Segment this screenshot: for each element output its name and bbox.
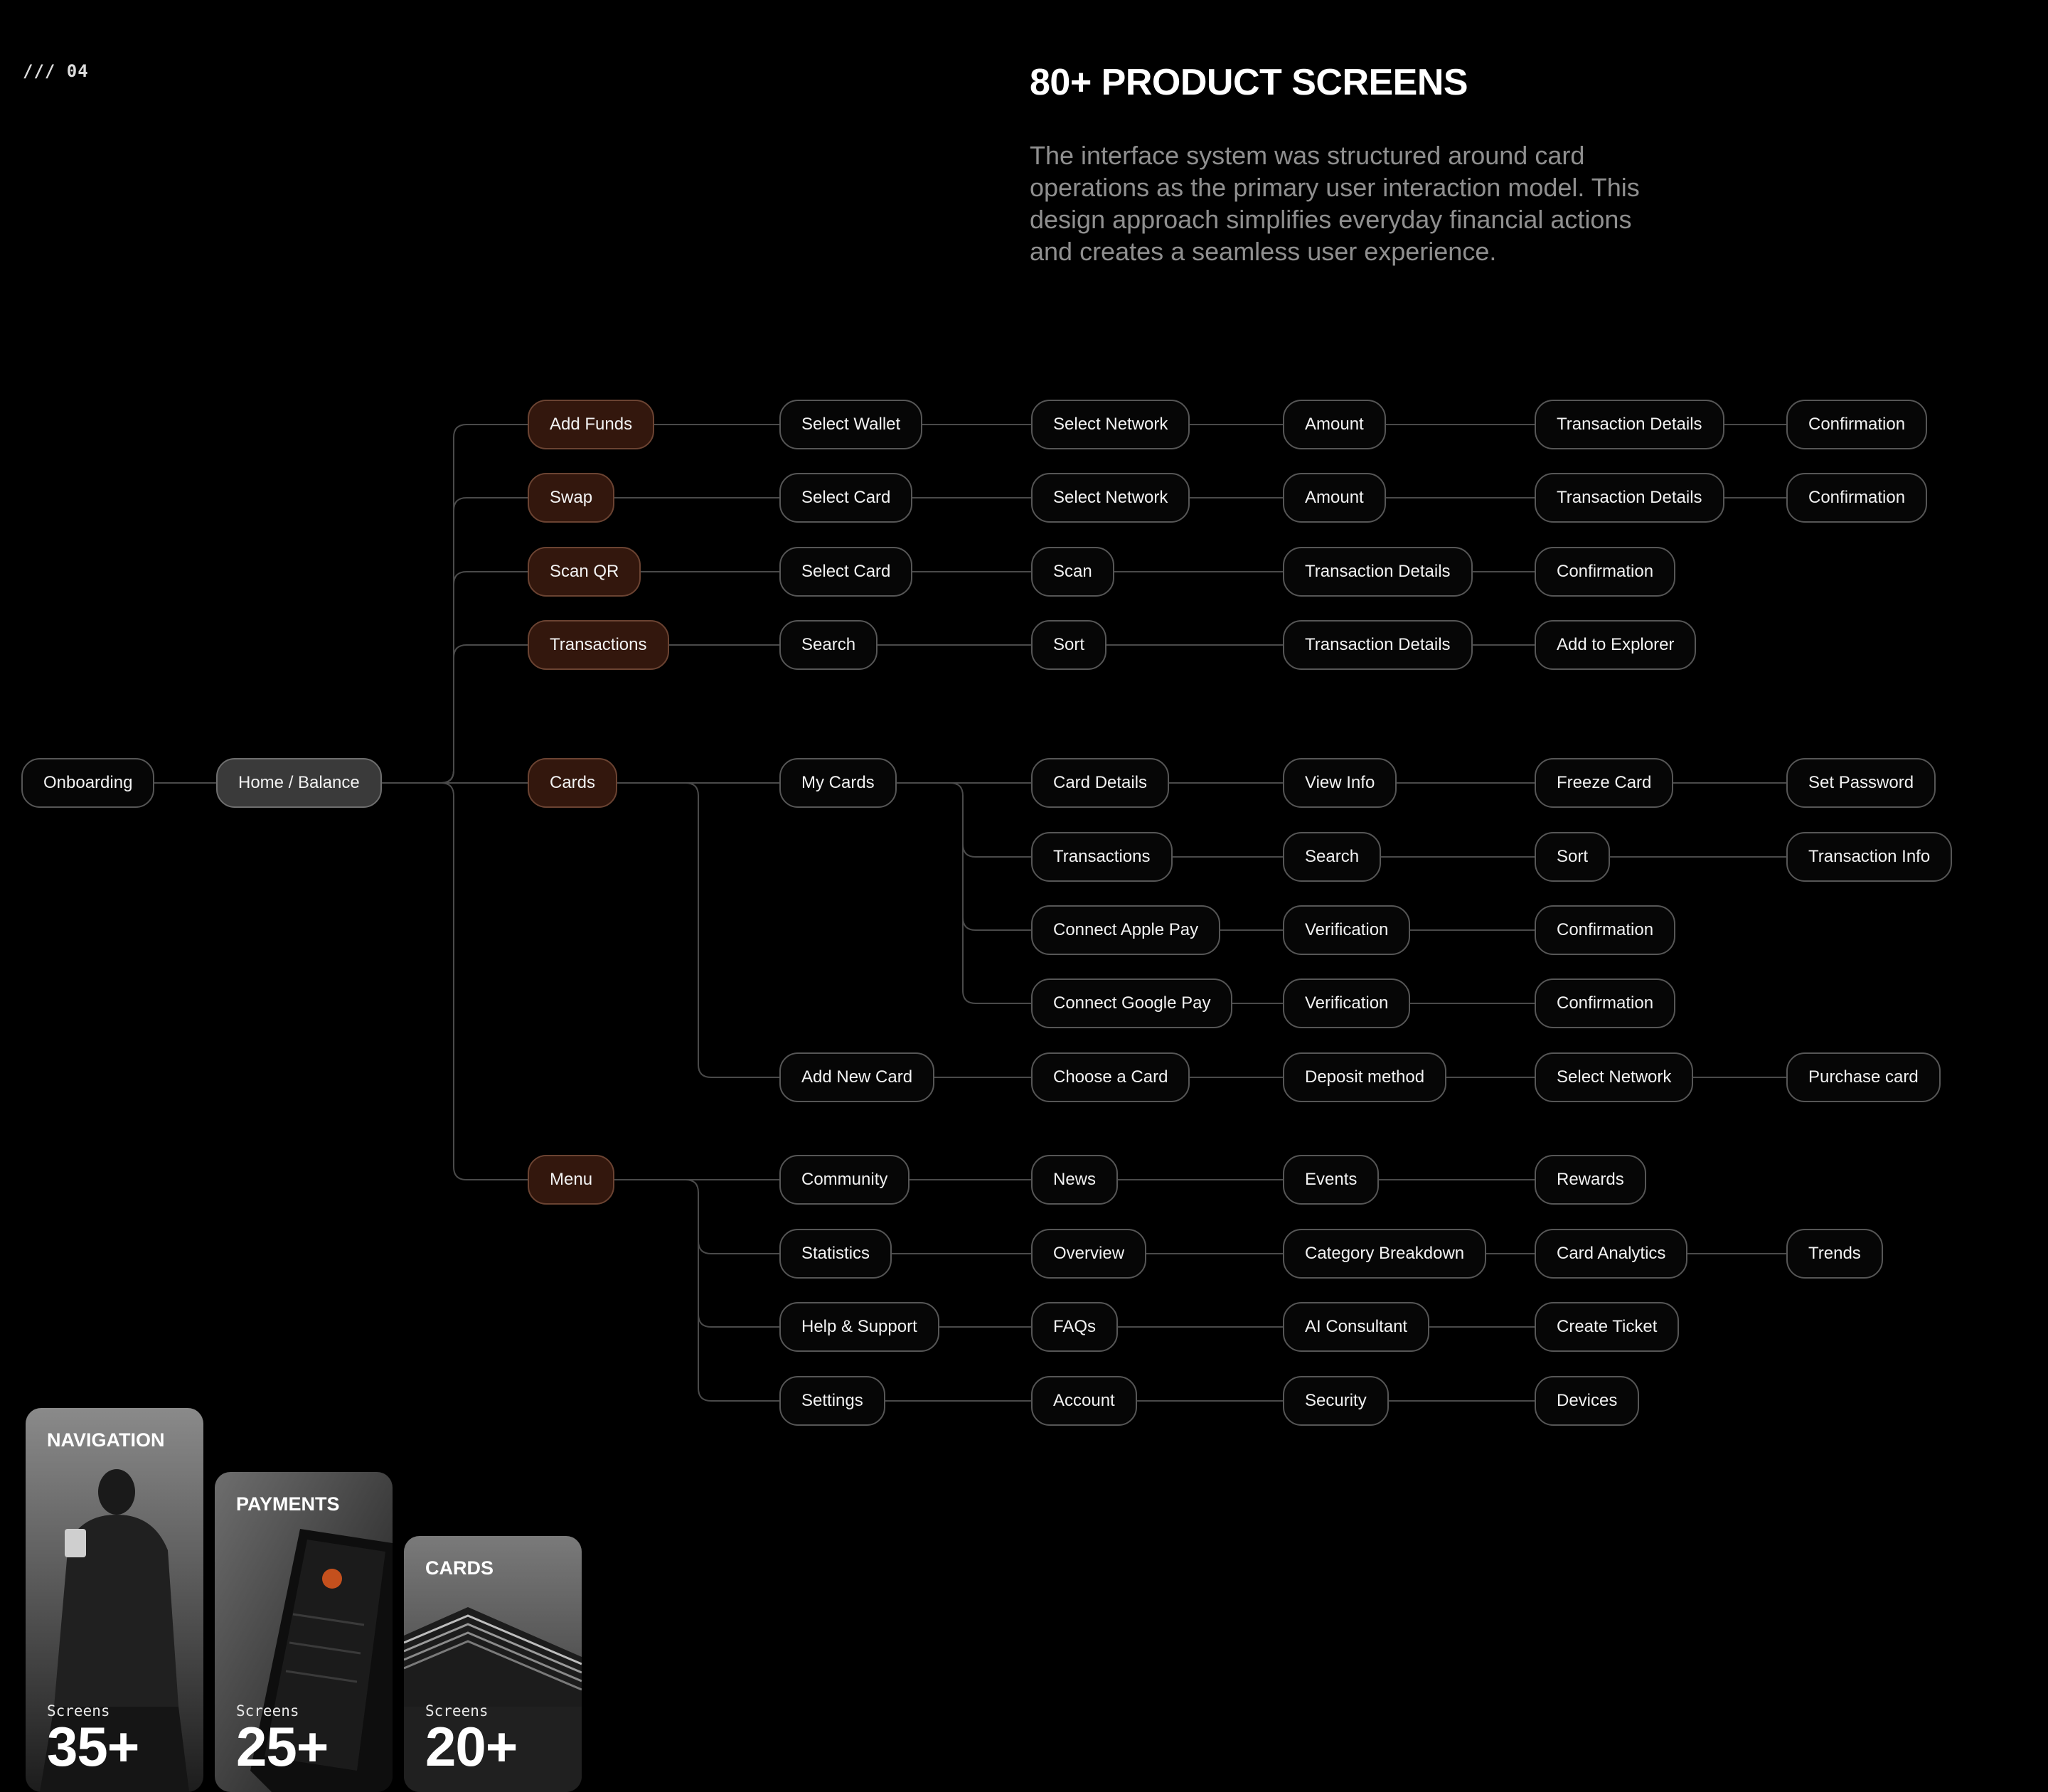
flow-node-confirmation[interactable]: Confirmation xyxy=(1535,978,1675,1028)
cards-card[interactable] xyxy=(404,1536,582,1792)
flow-node-sort[interactable]: Sort xyxy=(1535,832,1610,882)
flow-node-view-info[interactable]: View Info xyxy=(1283,758,1397,808)
flow-node-security[interactable]: Security xyxy=(1283,1376,1389,1426)
flow-node-transaction-info[interactable]: Transaction Info xyxy=(1786,832,1952,882)
flow-node-card-details[interactable]: Card Details xyxy=(1031,758,1169,808)
connector-line xyxy=(963,796,1031,930)
flow-node-statistics[interactable]: Statistics xyxy=(779,1229,892,1279)
flow-node-scan[interactable]: Scan xyxy=(1031,547,1114,597)
flow-node-ai-consultant[interactable]: AI Consultant xyxy=(1283,1302,1429,1352)
card-title: PAYMENTS xyxy=(236,1493,340,1515)
flow-node-transaction-details[interactable]: Transaction Details xyxy=(1283,547,1473,597)
connector-line xyxy=(617,783,698,796)
flow-node-create-ticket[interactable]: Create Ticket xyxy=(1535,1302,1679,1352)
connector-line xyxy=(698,1193,779,1327)
flow-node-transactions[interactable]: Transactions xyxy=(528,620,669,670)
page-title: 80+ PRODUCT SCREENS xyxy=(1030,62,1468,103)
connector-line xyxy=(441,645,528,783)
flow-node-add-new-card[interactable]: Add New Card xyxy=(779,1052,934,1102)
flow-node-set-password[interactable]: Set Password xyxy=(1786,758,1936,808)
card-subtitle: Screens xyxy=(236,1702,299,1719)
flow-node-category-breakdown[interactable]: Category Breakdown xyxy=(1283,1229,1486,1279)
connector-line xyxy=(963,796,1031,1003)
flow-node-confirmation[interactable]: Confirmation xyxy=(1535,547,1675,597)
flow-node-settings[interactable]: Settings xyxy=(779,1376,885,1426)
flow-node-verification[interactable]: Verification xyxy=(1283,978,1410,1028)
card-subtitle: Screens xyxy=(47,1702,110,1719)
connector-line xyxy=(897,783,963,796)
flow-node-add-to-explorer[interactable]: Add to Explorer xyxy=(1535,620,1696,670)
flow-node-my-cards[interactable]: My Cards xyxy=(779,758,897,808)
flow-node-connect-apple-pay[interactable]: Connect Apple Pay xyxy=(1031,905,1220,955)
flow-node-card-analytics[interactable]: Card Analytics xyxy=(1535,1229,1687,1279)
flow-node-confirmation[interactable]: Confirmation xyxy=(1786,473,1927,523)
connector-line xyxy=(441,783,528,1180)
flow-node-search[interactable]: Search xyxy=(779,620,878,670)
flow-node-devices[interactable]: Devices xyxy=(1535,1376,1639,1426)
flow-node-news[interactable]: News xyxy=(1031,1155,1118,1205)
card-count: 25+ xyxy=(236,1715,329,1778)
flow-node-search[interactable]: Search xyxy=(1283,832,1381,882)
flow-node-select-network[interactable]: Select Network xyxy=(1031,473,1190,523)
card-count: 20+ xyxy=(425,1715,518,1778)
flow-node-amount[interactable]: Amount xyxy=(1283,400,1386,449)
flow-node-confirmation[interactable]: Confirmation xyxy=(1535,905,1675,955)
card-subtitle: Screens xyxy=(425,1702,489,1719)
flow-node-confirmation[interactable]: Confirmation xyxy=(1786,400,1927,449)
connector-line xyxy=(963,796,1031,857)
flow-node-account[interactable]: Account xyxy=(1031,1376,1137,1426)
flow-node-select-card[interactable]: Select Card xyxy=(779,473,912,523)
flow-node-cards[interactable]: Cards xyxy=(528,758,617,808)
flow-node-purchase-card[interactable]: Purchase card xyxy=(1786,1052,1941,1102)
connector-line xyxy=(698,796,779,1077)
connector-line xyxy=(614,1180,698,1193)
flow-node-select-wallet[interactable]: Select Wallet xyxy=(779,400,922,449)
flow-node-overview[interactable]: Overview xyxy=(1031,1229,1146,1279)
flow-node-scan-qr[interactable]: Scan QR xyxy=(528,547,641,597)
flow-node-verification[interactable]: Verification xyxy=(1283,905,1410,955)
flow-node-onboarding[interactable]: Onboarding xyxy=(21,758,154,808)
flow-node-home-balance[interactable]: Home / Balance xyxy=(216,758,382,808)
flow-node-community[interactable]: Community xyxy=(779,1155,910,1205)
card-count: 35+ xyxy=(47,1715,139,1778)
payments-card[interactable] xyxy=(215,1472,393,1792)
flow-node-connect-google-pay[interactable]: Connect Google Pay xyxy=(1031,978,1232,1028)
card-title: NAVIGATION xyxy=(47,1429,165,1451)
flow-node-add-funds[interactable]: Add Funds xyxy=(528,400,654,449)
flow-node-select-card[interactable]: Select Card xyxy=(779,547,912,597)
navigation-card[interactable] xyxy=(26,1408,203,1792)
connector-line xyxy=(698,1193,779,1401)
flow-node-transaction-details[interactable]: Transaction Details xyxy=(1535,400,1724,449)
flow-node-rewards[interactable]: Rewards xyxy=(1535,1155,1646,1205)
flow-node-menu[interactable]: Menu xyxy=(528,1155,614,1205)
flow-node-amount[interactable]: Amount xyxy=(1283,473,1386,523)
flow-node-sort[interactable]: Sort xyxy=(1031,620,1106,670)
connector-line xyxy=(698,1193,779,1254)
flow-node-help-and-support[interactable]: Help & Support xyxy=(779,1302,939,1352)
flow-node-faqs[interactable]: FAQs xyxy=(1031,1302,1118,1352)
flow-node-events[interactable]: Events xyxy=(1283,1155,1379,1205)
flow-node-select-network[interactable]: Select Network xyxy=(1535,1052,1693,1102)
flow-node-choose-a-card[interactable]: Choose a Card xyxy=(1031,1052,1190,1102)
flow-node-transaction-details[interactable]: Transaction Details xyxy=(1283,620,1473,670)
flow-node-deposit-method[interactable]: Deposit method xyxy=(1283,1052,1446,1102)
flow-node-transactions[interactable]: Transactions xyxy=(1031,832,1173,882)
flow-node-freeze-card[interactable]: Freeze Card xyxy=(1535,758,1673,808)
flow-node-transaction-details[interactable]: Transaction Details xyxy=(1535,473,1724,523)
flow-node-swap[interactable]: Swap xyxy=(528,473,614,523)
page-description: The interface system was structured around card operations as the primary user interaction model. This design approach simplifies everyday financial actions and creates a seamless user experience. xyxy=(1030,141,1640,266)
flow-node-trends[interactable]: Trends xyxy=(1786,1229,1883,1279)
flow-node-select-network[interactable]: Select Network xyxy=(1031,400,1190,449)
section-number: /// 04 xyxy=(23,61,89,81)
card-title: CARDS xyxy=(425,1557,494,1579)
